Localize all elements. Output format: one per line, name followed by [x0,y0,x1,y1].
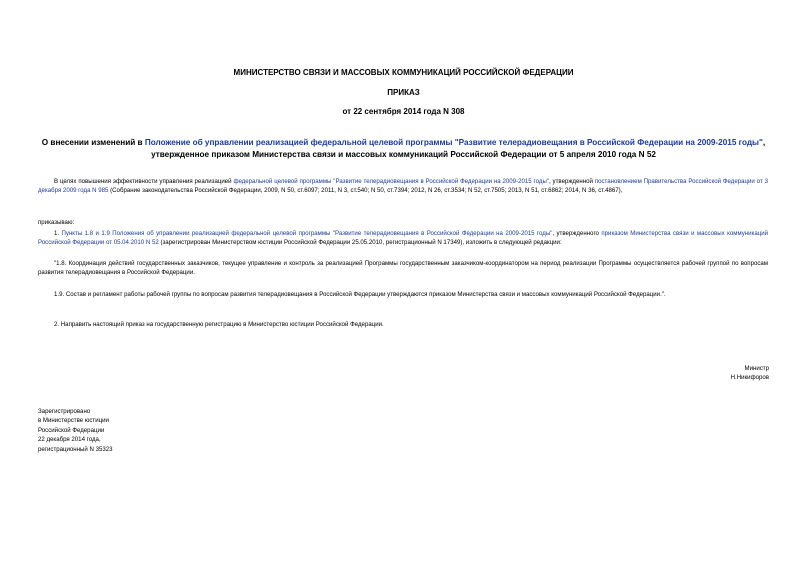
intro-link-program[interactable]: федеральной целевой программы "Развитие телерадиовещания в Российской Федерации на 2009-2015 годы" [233,178,549,185]
order-word: приказываю: [38,219,75,226]
item-1-text-2: , утвержденного [552,230,602,237]
item-1-link-points[interactable]: Пункты 1.8 и 1.9 Положения об управлении реализацией федеральной целевой программы "Развитие телерадиовещания в Российской Федерации на 2009-2015 годы" [61,230,553,237]
heading-text-post: , утвержденное приказом Министерства связи и массовых коммуникаций Российской Федерации от 5 апреля 2010 года N 52 [151,138,766,159]
intro-paragraph [38,177,768,196]
registration-line: Зарегистрировано [38,408,91,415]
item-1-paragraph [38,229,768,248]
signer-name: Н.Никифоров [730,374,769,382]
registration-line: регистрационный N 35323 [38,445,113,453]
registration-line: Российской Федерации [38,426,105,434]
intro-link-resolution[interactable]: постановлением Правительства Российской Федерации от 3 декабря 2009 года N 985 [38,178,768,195]
intro-text-1: В целях повышения эффективности управления реализацией [54,178,234,185]
document-date-number: от 22 сентября 2014 года N 308 [342,107,465,116]
heading-link-regulation[interactable]: Положение об управлении реализацией федеральной целевой программы "Развитие телерадиовещания в Российской Федерации на 2009-2015 годы" [144,138,763,147]
item-1-link-order[interactable]: приказом Министерства связи и массовых коммуникаций Российской Федерации от 05.04.2010 N 52 [38,230,769,247]
quote-point-1-9: 1.9. Состав и регламент работы рабочей группы по вопросам развития телерадиовещания в Российской Федерации утверждаются приказом Министерства связи и массовых коммуникаций Российской Федерации.". [54,291,666,298]
intro-text-2: , утвержденной [548,178,595,185]
signer-title: Министр [744,365,769,372]
registration-line: в Министерстве юстиции [38,417,109,425]
registration-block [38,407,113,454]
intro-text-3: (Собрание законодательства Российской Федерации, 2009, N 50, ст.6097; 2011, N 3, ст.540; N 50, ст.7394; 2012, N 26, ст.3534; N 52, ст.7505; 2013, N 51, ст.6862; 2014, N 36, ст.4867), [108,187,623,195]
document-type: ПРИКАЗ [387,88,420,97]
item-1-text-3: (зарегистрирован Министерством юстиции Российской Федерации 25.05.2010, регистрационный N 17349), изложить в следующей редакции: [158,239,562,247]
document-heading [40,137,767,161]
item-2-paragraph: 2. Направить настоящий приказ на государственную регистрацию в Министерство юстиции Российской Федерации. [54,321,384,328]
quote-point-1-8: "1.8. Координация действий государственных заказчиков, текущее управление и контроль за реализацией Программы государственным заказчиком-координатором на период реализации Программы осуществляется рабочей группой по вопросам развития телерадиовещания в Российской Федерации. [38,260,768,277]
item-1-number: 1. [54,230,62,237]
ministry-title: МИНИСТЕРСТВО СВЯЗИ И МАССОВЫХ КОММУНИКАЦИЙ РОССИЙСКОЙ ФЕДЕРАЦИИ [233,68,574,77]
heading-text-pre: О внесении изменений в [41,138,145,147]
signer-block [731,364,769,383]
registration-line: 22 декабря 2014 года, [38,436,101,444]
